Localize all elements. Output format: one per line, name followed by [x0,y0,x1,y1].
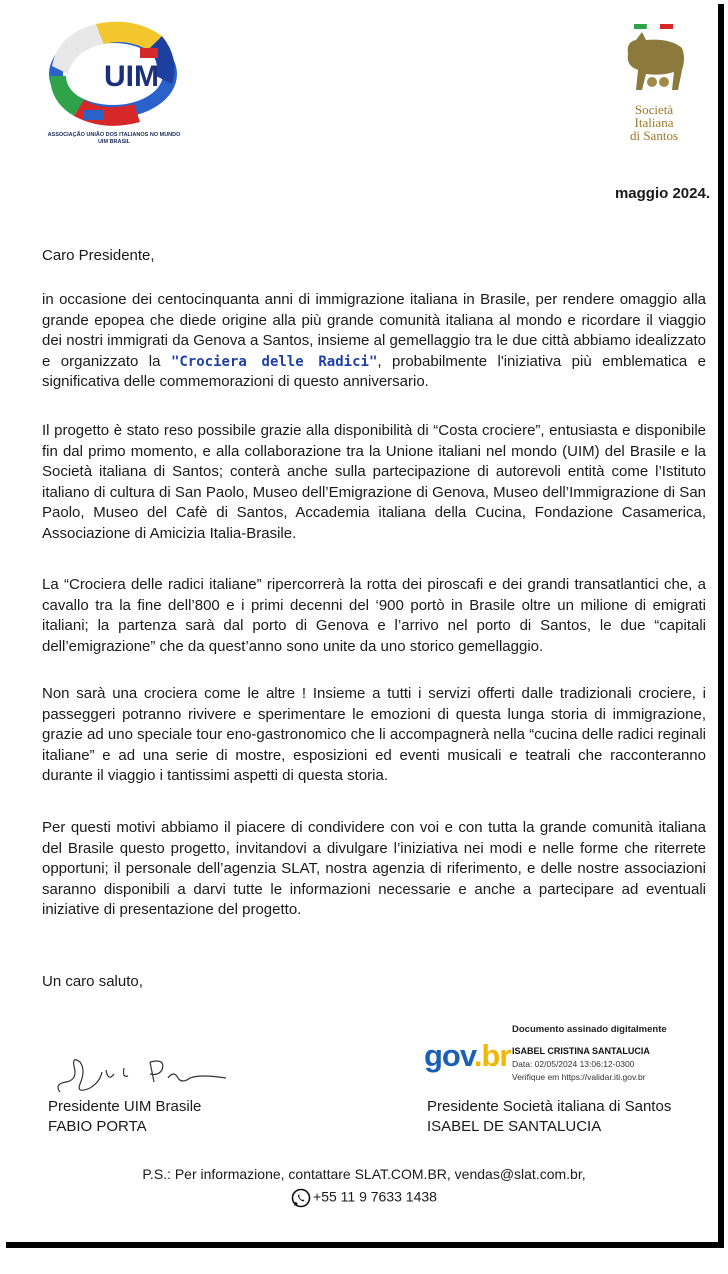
uim-caption-line2: UIM BRASIL [97,139,131,145]
paragraph-2: Il progetto è stato reso possibile grazie alla disponibilità di “Costa crociere”, entusiasta e disponibile fin dal primo momento, e alla collaborazione tra la Unione italiani nel mondo (UIM) del Brasile e la Società italiana di Santos; conterà anche sulla partecipazione di autorevoli entità come l’Istituto italiano di cultura di San Paolo, Museo dell’Emigrazione di Genova, Museo dell’Immigrazione di San Paolo, Museo del Cafè di Santos, Accademia italiana della Cucina, Fondazione Casamerica, Associazione di Amicizia Italia-Brasile. [42,422,706,542]
digital-signature-stamp [424,1024,704,1090]
whatsapp-icon [291,1188,311,1208]
sis-logo [612,24,696,154]
closing: Un caro saluto, [42,973,143,990]
right-signature-name: ISABEL DE SANTALUCIA [427,1118,602,1135]
digital-signature-verify: Verifique em https://validar.iti.gov.br [512,1072,646,1082]
paragraph-1-end: , probabilmente l'iniziativa più emblematica e significativa delle commemorazioni di questo anniversario. [42,352,706,390]
uim-logo [44,14,182,150]
left-signature-title: Presidente UIM Brasile [48,1098,202,1115]
sis-line3: di Santos [629,128,679,143]
paragraph-4: Non sarà una crociera come le altre ! Insieme a tutti i servizi offerti dalle tradizionali crociere, i passeggeri potranno rivivere e sperimentare le emozioni di questa lunga storia di immigrazione, grazie ad uno speciale tour eno-gastronomico che li accompagnerà nella “cucina delle radici reginali italiane” e ad una serie di mostre, esposizioni ed eventi musicali e teatrali che racconteranno durante il viaggio i tantissimi aspetti di questa storia. [42,685,706,784]
sis-line1: Società [634,102,674,117]
uim-caption-line1: ASSOCIAÇÃO UNIÃO DOS ITALIANOS NO MUNDO [47,132,181,138]
paragraph-5: Per questi motivi abbiamo il piacere di condividere con voi e con tutta la grande comunità italiana del Brasile questo progetto, invitandovi a divulgare l’iniziativa nei modi e nelle forme che riterrete opportuni; il personale dell’agenzia SLAT, nostra agenzia di riferimento, e delle nostre associazioni saranno disponibili a darvi tutte le informazioni necessarie e anche a partecipare ad eventuali iniziative di presentazione del progetto. [42,819,706,918]
paragraph-1-start: in occasione dei centocinquanta anni di immigrazione italiana in Brasile, per rendere omaggio alla grande epopea che diede origine alla più grande comunità italiana al mondo e ricordare il viaggio dei nostri immigrati da Genova a Santos, insieme al gemellaggio tra le due città abbiamo idealizzato e organizzato la [42,291,706,370]
right-signature-block [427,1097,671,1137]
right-signature-title: Presidente Società italiana di Santos [427,1098,672,1115]
digital-signer-name: ISABEL CRISTINA SANTALUCIA [512,1046,650,1056]
paragraph-1 [42,290,706,393]
gov-logo-br: .br [473,1038,511,1073]
paragraph-3: La “Crociera delle radici italiane” ripercorrerà la rotta dei piroscafi e dei grandi transatlantici che, a cavallo tra la fine dell’800 e i primi decenni del ‘900 portò in Brasile oltre un milione di emigrati italiani; la partenza sarà dal porto di Genova e l’arrivo nel porto di Santos, le due “capitali dell’emigrazione” che da quest’anno sono unite da uno storico gemellaggio. [42,576,706,655]
salutation: Caro Presidente, [42,247,155,264]
cruise-name-highlight: "Crociera delle Radici" [170,353,378,370]
postscript: P.S.: Per informazione, contattare SLAT.COM.BR, vendas@slat.com.br, [142,1166,586,1182]
phone-line [0,1188,728,1208]
letter-date: maggio 2024. [614,185,710,202]
left-signature-block [48,1097,201,1137]
gov-br-logo [424,1038,510,1074]
she-wolf-icon [612,24,696,94]
uim-caption [44,132,184,146]
gov-logo-gov: gov [424,1038,474,1073]
phone-number: +55 11 9 7633 1438 [313,1188,437,1205]
handwritten-signature [50,1048,230,1098]
digital-signature-date: Data: 02/05/2024 13:06:12-0300 [512,1059,635,1069]
uim-logo-text: UIM [104,60,159,93]
left-signature-name: FABIO PORTA [48,1118,147,1135]
digital-signature-heading: Documento assinado digitalmente [512,1024,667,1035]
sis-line2: Italiana [634,115,674,130]
